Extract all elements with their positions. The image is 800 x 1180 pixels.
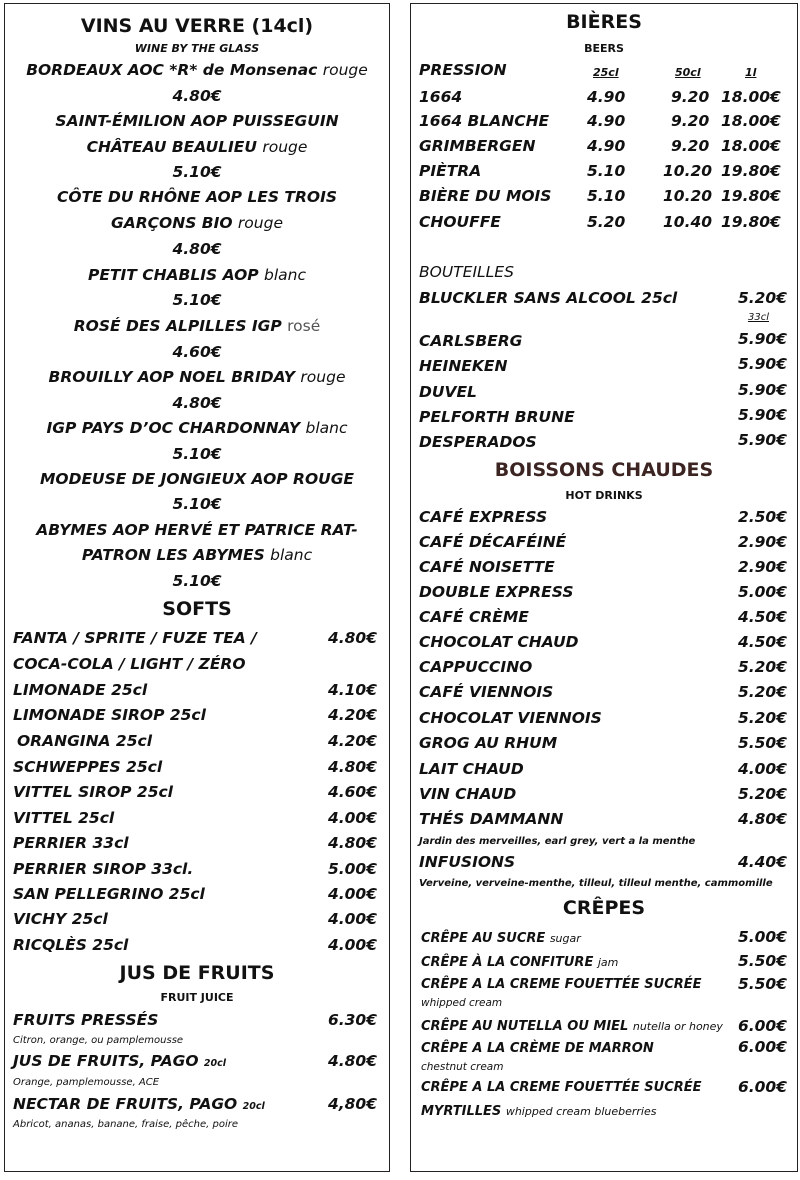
juices-title: JUS DE FRUITS <box>119 962 275 984</box>
wine-line: MODEUSE DE JONGIEUX AOP ROUGE <box>39 470 355 488</box>
crepe-name: CRÊPE A LA CREME FOUETTÉE SUCRÉE <box>421 977 702 992</box>
crepes-title: CRÊPES <box>562 897 646 919</box>
wine-price: 5.10€ <box>172 495 222 513</box>
crepe-note: whipped cream <box>421 997 503 1009</box>
right-menu-panel <box>410 3 798 1172</box>
wine-price: 4.60€ <box>172 343 222 361</box>
beer-price-1l: 18.00€ <box>721 112 781 130</box>
juice-note: Citron, orange, ou pamplemousse <box>13 1035 184 1046</box>
soft-name: LIMONADE SIROP 25cl <box>13 706 206 724</box>
hot-drink-name: CAFÉ EXPRESS <box>419 508 548 526</box>
beer-price-25cl: 4.90 <box>587 137 626 155</box>
hot-drink-name: CAFÉ DÉCAFÉINÉ <box>419 533 567 551</box>
crepe-name: CRÊPE A LA CREME FOUETTÉE SUCRÉE <box>421 1080 702 1095</box>
crepe-name: CRÊPE AU SUCRE sugar <box>421 931 581 946</box>
soft-price: 4.00€ <box>327 936 377 954</box>
hot-drink-name: GROG AU RHUM <box>419 734 558 752</box>
bottles-label: BOUTEILLES <box>419 263 514 281</box>
beer-name: 1664 <box>419 88 463 106</box>
hot-drink-price: 4.00€ <box>737 760 787 778</box>
soft-price: 5.00€ <box>327 860 377 878</box>
beer-name: BIÈRE DU MOIS <box>419 187 552 205</box>
juice-name: FRUITS PRESSÉS <box>13 1011 159 1029</box>
soft-name: VITTEL SIROP 25cl <box>13 783 173 801</box>
soft-price: 4.00€ <box>327 885 377 903</box>
crepe-name: MYRTILLES whipped cream blueberries <box>421 1104 657 1119</box>
beer-price-50cl: 9.20 <box>671 137 710 155</box>
hot-drink-price: 4.40€ <box>737 853 787 871</box>
soft-name: RICQLÈS 25cl <box>13 936 129 954</box>
juices-subtitle: FRUIT JUICE <box>160 991 234 1004</box>
wine-line: PATRON LES ABYMES blanc <box>81 546 313 564</box>
beer-price-50cl: 10.20 <box>663 187 713 205</box>
crepe-price: 6.00€ <box>737 1038 787 1056</box>
bottle-name: PELFORTH BRUNE <box>419 408 575 426</box>
hot-drinks-title: BOISSONS CHAUDES <box>494 459 714 481</box>
wine-price: 4.80€ <box>172 394 222 412</box>
beer-name: CHOUFFE <box>419 213 501 231</box>
beer-name: PIÈTRA <box>419 162 482 180</box>
hot-drink-name: CHOCOLAT CHAUD <box>419 633 579 651</box>
bottle-price: 5.20€ <box>737 289 787 307</box>
hot-drink-price: 2.50€ <box>737 508 787 526</box>
hot-drink-name: CAFÉ NOISETTE <box>419 558 555 576</box>
beer-price-50cl: 10.40 <box>663 213 713 231</box>
soft-name: FANTA / SPRITE / FUZE TEA / <box>13 629 257 647</box>
wine-line: CÔTE DU RHÔNE AOP LES TROIS <box>56 188 338 206</box>
beer-name: 1664 BLANCHE <box>419 112 550 130</box>
wine-line: GARÇONS BIO rouge <box>111 214 283 232</box>
soft-price: 4.10€ <box>327 681 377 699</box>
beer-name: GRIMBERGEN <box>419 137 536 155</box>
beer-price-50cl: 9.20 <box>671 88 710 106</box>
wine-price: 4.80€ <box>172 87 222 105</box>
bottle-price: 5.90€ <box>737 330 787 348</box>
soft-name: LIMONADE 25cl <box>13 681 148 699</box>
beer-price-50cl: 10.20 <box>663 162 713 180</box>
soft-price: 4.80€ <box>327 758 377 776</box>
hot-drink-price: 4.50€ <box>737 633 787 651</box>
beer-price-1l: 19.80€ <box>721 213 781 231</box>
beers-title: BIÈRES <box>566 11 642 33</box>
beer-price-1l: 19.80€ <box>721 187 781 205</box>
crepe-price: 5.50€ <box>737 952 787 970</box>
hot-drink-price: 4.80€ <box>737 810 787 828</box>
beer-price-50cl: 9.20 <box>671 112 710 130</box>
pression-label: PRESSION <box>419 61 507 79</box>
hot-drink-price: 2.90€ <box>737 533 787 551</box>
hot-drink-note: Verveine, verveine-menthe, tilleul, tilleul menthe, cammomille <box>419 878 773 889</box>
left-menu-panel <box>4 3 390 1172</box>
wine-line: PETIT CHABLIS AOP blanc <box>87 266 307 284</box>
hot-drink-name: THÉS DAMMANN <box>419 810 564 828</box>
bottle-price: 5.90€ <box>737 381 787 399</box>
crepe-name: CRÊPE À LA CONFITURE jam <box>421 955 619 970</box>
bottle-name: CARLSBERG <box>419 332 523 350</box>
bottle-size-header: 33cl <box>747 312 769 323</box>
juice-price: 4.80€ <box>327 1052 377 1070</box>
wines-subtitle: WINE BY THE GLASS <box>134 42 260 55</box>
bottle-name: BLUCKLER SANS ALCOOL 25cl <box>419 289 678 307</box>
soft-name: ORANGINA 25cl <box>17 732 153 750</box>
wine-line: ROSÉ DES ALPILLES IGP rosé <box>73 317 321 335</box>
juice-name: NECTAR DE FRUITS, PAGO 20cl <box>13 1095 265 1113</box>
hot-drink-price: 5.20€ <box>737 683 787 701</box>
hot-drink-name: DOUBLE EXPRESS <box>419 583 574 601</box>
hot-drink-note: Jardin des merveilles, earl grey, vert a la menthe <box>419 836 696 847</box>
juice-price: 4,80€ <box>327 1095 377 1113</box>
bottle-name: DESPERADOS <box>419 433 537 451</box>
hot-drink-name: VIN CHAUD <box>419 785 517 803</box>
hot-drink-price: 5.20€ <box>737 785 787 803</box>
size-header: 1l <box>745 66 757 79</box>
beers-subtitle: BEERS <box>584 42 624 55</box>
wine-price: 4.80€ <box>172 240 222 258</box>
beer-price-25cl: 4.90 <box>587 112 626 130</box>
crepe-price: 5.00€ <box>737 928 787 946</box>
bottle-price: 5.90€ <box>737 406 787 424</box>
crepe-note: chestnut cream <box>421 1061 504 1073</box>
wine-line: SAINT-ÉMILION AOP PUISSEGUIN <box>55 112 339 130</box>
soft-price: 4.80€ <box>327 834 377 852</box>
beer-price-1l: 18.00€ <box>721 137 781 155</box>
crepe-name: CRÊPE AU NUTELLA OU MIEL nutella or honey <box>421 1019 723 1034</box>
wine-price: 5.10€ <box>172 572 222 590</box>
soft-price: 4.60€ <box>327 783 377 801</box>
soft-price: 4.00€ <box>327 809 377 827</box>
crepe-price: 5.50€ <box>737 975 787 993</box>
soft-name: VITTEL 25cl <box>13 809 115 827</box>
crepe-price: 6.00€ <box>737 1078 787 1096</box>
soft-name: VICHY 25cl <box>13 910 108 928</box>
crepe-name: CRÊPE A LA CRÈME DE MARRON <box>421 1041 654 1056</box>
hot-drink-name: CAFÉ CRÈME <box>419 608 529 626</box>
beer-price-25cl: 4.90 <box>587 88 626 106</box>
crepe-price: 6.00€ <box>737 1017 787 1035</box>
soft-price: 4.20€ <box>327 706 377 724</box>
wine-line: ABYMES AOP HERVÉ ET PATRICE RAT- <box>36 521 358 539</box>
wine-line: BORDEAUX AOC *R* de Monsenac rouge <box>26 61 368 79</box>
size-header: 50cl <box>675 66 701 79</box>
bottle-price: 5.90€ <box>737 431 787 449</box>
beer-price-25cl: 5.10 <box>587 187 626 205</box>
size-header: 25cl <box>593 66 619 79</box>
hot-drink-price: 2.90€ <box>737 558 787 576</box>
beer-price-25cl: 5.20 <box>587 213 626 231</box>
beer-price-1l: 18.00€ <box>721 88 781 106</box>
wine-price: 5.10€ <box>172 163 222 181</box>
wines-title: VINS AU VERRE (14cl) <box>80 15 314 37</box>
soft-name: COCA-COLA / LIGHT / ZÉRO <box>13 655 246 673</box>
juice-note: Orange, pamplemousse, ACE <box>13 1077 160 1088</box>
bottle-price: 5.90€ <box>737 355 787 373</box>
hot-drink-price: 5.50€ <box>737 734 787 752</box>
soft-price: 4.80€ <box>327 629 377 647</box>
beer-price-25cl: 5.10 <box>587 162 626 180</box>
soft-name: PERRIER 33cl <box>13 834 129 852</box>
soft-price: 4.00€ <box>327 910 377 928</box>
soft-name: SAN PELLEGRINO 25cl <box>13 885 205 903</box>
wine-price: 5.10€ <box>172 445 222 463</box>
beer-price-1l: 19.80€ <box>721 162 781 180</box>
juice-note: Abricot, ananas, banane, fraise, pêche, poire <box>13 1119 238 1130</box>
hot-drink-price: 5.20€ <box>737 709 787 727</box>
hot-drink-price: 5.20€ <box>737 658 787 676</box>
bottle-name: DUVEL <box>419 383 477 401</box>
wine-line: BROUILLY AOP NOEL BRIDAY rouge <box>48 368 346 386</box>
soft-name: PERRIER SIROP 33cl. <box>13 860 194 878</box>
softs-title: SOFTS <box>162 598 232 620</box>
bottle-name: HEINEKEN <box>419 357 508 375</box>
wine-line: CHÂTEAU BEAULIEU rouge <box>86 138 308 156</box>
wine-price: 5.10€ <box>172 291 222 309</box>
soft-name: SCHWEPPES 25cl <box>13 758 163 776</box>
hot-drink-price: 4.50€ <box>737 608 787 626</box>
soft-price: 4.20€ <box>327 732 377 750</box>
hot-drink-price: 5.00€ <box>737 583 787 601</box>
wine-line: IGP PAYS D’OC CHARDONNAY blanc <box>46 419 348 437</box>
hot-drink-name: CAPPUCCINO <box>419 658 533 676</box>
hot-drink-name: CAFÉ VIENNOIS <box>419 683 554 701</box>
hot-drinks-subtitle: HOT DRINKS <box>565 489 643 502</box>
hot-drink-name: INFUSIONS <box>419 853 516 871</box>
hot-drink-name: LAIT CHAUD <box>419 760 524 778</box>
juice-name: JUS DE FRUITS, PAGO 20cl <box>13 1052 226 1070</box>
hot-drink-name: CHOCOLAT VIENNOIS <box>419 709 602 727</box>
juice-price: 6.30€ <box>327 1011 377 1029</box>
